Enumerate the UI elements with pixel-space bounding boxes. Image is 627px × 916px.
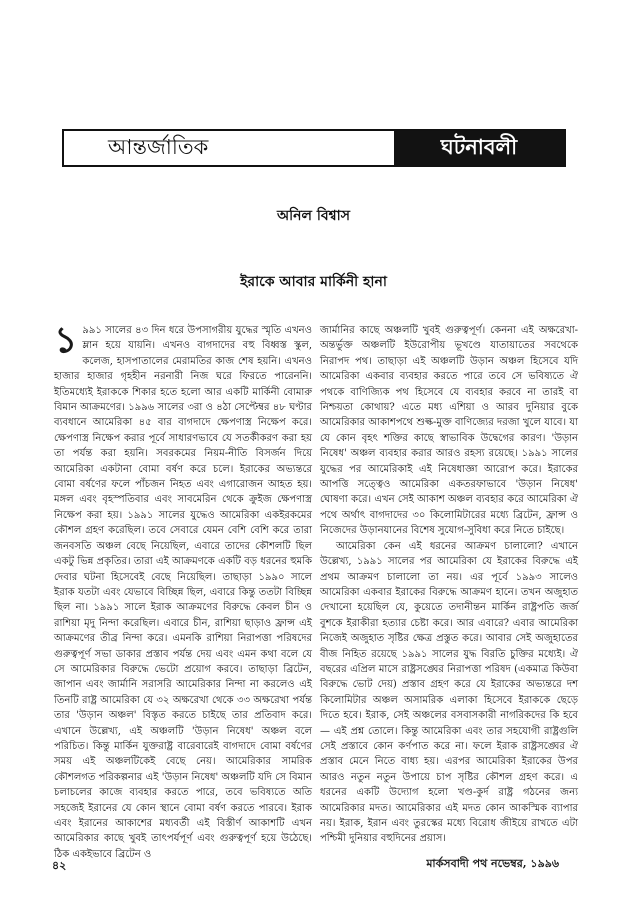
section-label-events: ঘটনাবলী <box>394 131 564 165</box>
paragraph-text: ৯৯১ সালের ৪৩ দিন ধরে উপসাগরীয় যুদ্ধের স্মৃতি এখনও ম্লান হয়ে যায়নি। এখনও বাগদাদের বহু বিধ্বস্ত স্কুল, কলেজ, হাসপাতালের মেরামতির কাজ শেষ হয়নি। এখনও হাজার হাজার গৃহহীন নরনারী নিজ ঘরে ফিরতে পারেননি। ইতিমধ্যেই ইরাককে শিকার হতে হলো আর একটি মার্কিনী বোমারু বিমান আক্রমণের। ১৯৯৬ সালের ৩রা ও ৪ঠা সেপ্টেম্বর ৪৮ ঘণ্টার ব্যবধানে আমেরিকা ৪৫ বার বাগদাদে ক্ষেপণাস্ত্র নিক্ষেপ করে। ক্ষেপণাস্ত্র নিক্ষেপ করার পূর্বে সাধারণভাবে যে সতর্কীকরণ করা হয় তা পর্যন্ত করা হয়নি। সবরকমের নিয়ম-নীতি বিসর্জন দিয়ে আমেরিকা একটানা বোমা বর্ষণ করে চলে। ইরাকের অভ্যন্তরে বোমা বর্ষণের ফলে পাঁচজন নিহত এবং এগারোজন আহত হয়। মঙ্গল এবং বৃহস্পতিবার এবং সাবমেরিন থেকে ক্রুইজ ক্ষেপণাস্ত্র নিক্ষেপ করা হয়। ১৯৯১ সালের যুদ্ধেও আমেরিকা একইরকমের কৌশল গ্রহণ করেছিল। তবে সেবারে যেমন বেশি বেশি করে তারা জনবসতি অঞ্চল বেছে নিয়েছিল, এবারে তাদের কৌশলটি ছিল একটু ভিন্ন প্রকৃতির। তারা এই আক্রমণকে একটি বড় ধরনের হুমকি দেবার ঘটনা হিসেবেই বেছে নিয়েছিল। তাছাড়া ১৯৯০ সালে ইরাক যতটা এবং যেভাবে বিচ্ছিন্ন ছিল, এবারে কিন্তু ততটা বিচ্ছিন্ন ছিল না। ১৯৯১ সালে ইরাক আক্রমণের বিরুদ্ধে কেবল চীন ও রাশিয়া মৃদু নিন্দা করেছিল। এবারে চীন, রাশিয়া ছাড়াও ফ্রান্স এই আক্রমণের তীব্র নিন্দা করে। এমনকি রাশিয়া নিরাপত্তা পরিষদের গুরুত্বপূর্ণ সভা ডাকার প্রস্তাব পর্যন্ত দেয় এবং এমন কথা বলে যে সে আমেরিকার বিরুদ্ধে ভেটো প্রয়োগ করবে। তাছাড়া ব্রিটেন, জাপান এবং জার্মানি সরাসরি আমেরিকার নিন্দা না করলেও এই তিনটি রাষ্ট্র আমেরিকা যে ৩২ অক্ষরেখা থেকে ৩৩ অক্ষরেখা পর্যন্ত তার 'উড়ান অঞ্চল' বিস্তৃত করতে চাইছে তার প্রতিবাদ করে। এখানে উল্লেখ্য, এই অঞ্চলটি 'উড়ান নিষেধ' অঞ্চল বলে পরিচিত। কিন্তু মার্কিন যুক্তরাষ্ট্র বারেবারেই বাগদাদে বোমা বর্ষণের সময় এই অঞ্চলটিকেই বেছে নেয়। আমেরিকার সামরিক কৌশলগত পরিকল্পনার এই 'উড়ান নিষেধ' অঞ্চলটি যদি সে বিমান চলাচলের কাজে ব্যবহার করতে পারে, তবে ভবিষ্যতে অতি সহজেই ইরানের যে কোন স্থানে বোমা বর্ষণ করতে পারবে। ইরাক এবং ইরানের আকাশের মধ্যবর্তী এই বিস্তীর্ণ আকাশটি এখন আমেরিকার কাছে খুবই তাৎপর্যপূর্ণ এবং গুরুত্বপূর্ণ হয়ে উঠেছে। ঠিক একইভাবে ব্রিটেন ও <box>54 325 312 860</box>
journal-footer: মার্কসবাদী পথ নভেম্বর, ১৯৯৬ <box>426 857 559 870</box>
drop-cap: ১ <box>54 319 78 361</box>
section-banner <box>62 129 566 167</box>
page-number: ৪২ <box>52 859 67 872</box>
paragraph: আমেরিকা কেন এই ধরনের আক্রমণ চালালো? এখানে উল্লেখ্য, ১৯৯১ সালের পর আমেরিকা যে ইরাকের বিরুদ্ধে এই প্রথম আক্রমণ চালালো তা নয়। এর পূর্বে ১৯৯৩ সালেও আমেরিকা একবার ইরাকের বিরুদ্ধে আক্রমণ হানে। তখন অজুহাত দেখানো হয়েছিল যে, কুয়েতে তদানীন্তন মার্কিন রাষ্ট্রপতি জর্জ বুশকে ইরাকীরা হত্যার চেষ্টা করে। আর এবারে? এবার আমেরিকা নিজেই অজুহাত সৃষ্টির ক্ষেত্র প্রস্তুত করে। আবার সেই অজুহাতের বীজ নিহিত রয়েছে ১৯৯১ সালের যুদ্ধ বিরতি চুক্তির মধ্যেই। ঐ বছরের এপ্রিল মাসে রাষ্ট্রসঙ্ঘের নিরাপত্তা পরিষদ (একমাত্র কিউবা বিরুদ্ধে ভোট দেয়) প্রস্তাব গ্রহণ করে যে ইরাকের অভ্যন্তরে দশ কিলোমিটার অঞ্চল অসামরিক এলাকা হিসেবে ইরাককে ছেড়ে দিতে হবে। ইরাক, সেই অঞ্চলের বসবাসকারী নাগরিকদের কি হবে — এই প্রশ্ন তোলে। কিন্তু আমেরিকা এবং তার সহযোগী রাষ্ট্রগুলি সেই প্রস্তাবে কোন কর্ণপাত করে না। ফলে ইরাক রাষ্ট্রসঙ্ঘের ঐ প্রস্তাব মেনে নিতে বাধ্য হয়। এরপর আমেরিকা ইরাকের উপর আরও নতুন নতুন উপায়ে চাপ সৃষ্টির কৌশল গ্রহণ করে। এ ধরনের একটি উদ্যোগ হলো খণ্ড-কুর্দ রাষ্ট্র গঠনের জন্য আমেরিকার মদত। আমেরিকার এই মদত কোন আকস্মিক ব্যাপার নয়। ইরাক, ইরান এবং তুরস্কের মধ্যে বিরোধ জীইয়ে রাখতে এটা পশ্চিমী দুনিয়ার বহুদিনের প্রয়াস। <box>320 540 578 845</box>
article-column-right <box>320 323 578 845</box>
article-column-left <box>54 319 312 860</box>
paragraph: জার্মানির কাছে অঞ্চলটি খুবই গুরুত্বপূর্ণ। কেননা এই অক্ষরেখা-অন্তর্ভুক্ত অঞ্চলটি ইউরোপীয় ভূখণ্ডে যাতায়াতের সবথেকে নিরাপদ পথ। তাছাড়া এই অঞ্চলটি উড়ান অঞ্চল হিসেবে যদি আমেরিকা একবার ব্যবহার করতে পারে তবে সে ভবিষ্যতে ঐ পথকে বাণিজ্যিক পথ হিসেবে যে ব্যবহার করবে না তারই বা নিশ্চয়তা কোথায়? এতে মধ্য এশিয়া ও আরব দুনিয়ার বুকে আমেরিকার আকাশপথে শুল্ক-মুক্ত বাণিজ্যের দরজা খুলে যাবে। যা যে কোন বৃহৎ শক্তির কাছে স্বাভাবিক উদ্বেগের কারণ। 'উড়ান নিষেধ' অঞ্চল ব্যবহার করার আরও রহস্য রয়েছে। ১৯৯১ সালের যুদ্ধের পর আমেরিকাই এই নিষেধাজ্ঞা আরোপ করে। ইরাকের আপত্তি সত্ত্বেও আমেরিকা একতরফাভাবে 'উড়ান নিষেধ' ঘোষণা করে। এখন সেই আকাশ অঞ্চল ব্যবহার করে আমেরিকা ঐ পথে অর্থাৎ বাগদাদের ৩০ কিলোমিটারের মধ্যে ব্রিটেন, ফ্রান্স ও নিজেদের উড়ানযানের বিশেষ সুযোগ-সুবিধা করে নিতে চাইছে। <box>320 325 578 537</box>
section-label-international: আন্তর্জাতিক <box>108 134 209 159</box>
paragraph <box>54 319 312 862</box>
author-name: অনিল বিশ্বাস <box>277 208 350 224</box>
article-title: ইরাকে আবার মার্কিনী হানা <box>240 274 387 290</box>
